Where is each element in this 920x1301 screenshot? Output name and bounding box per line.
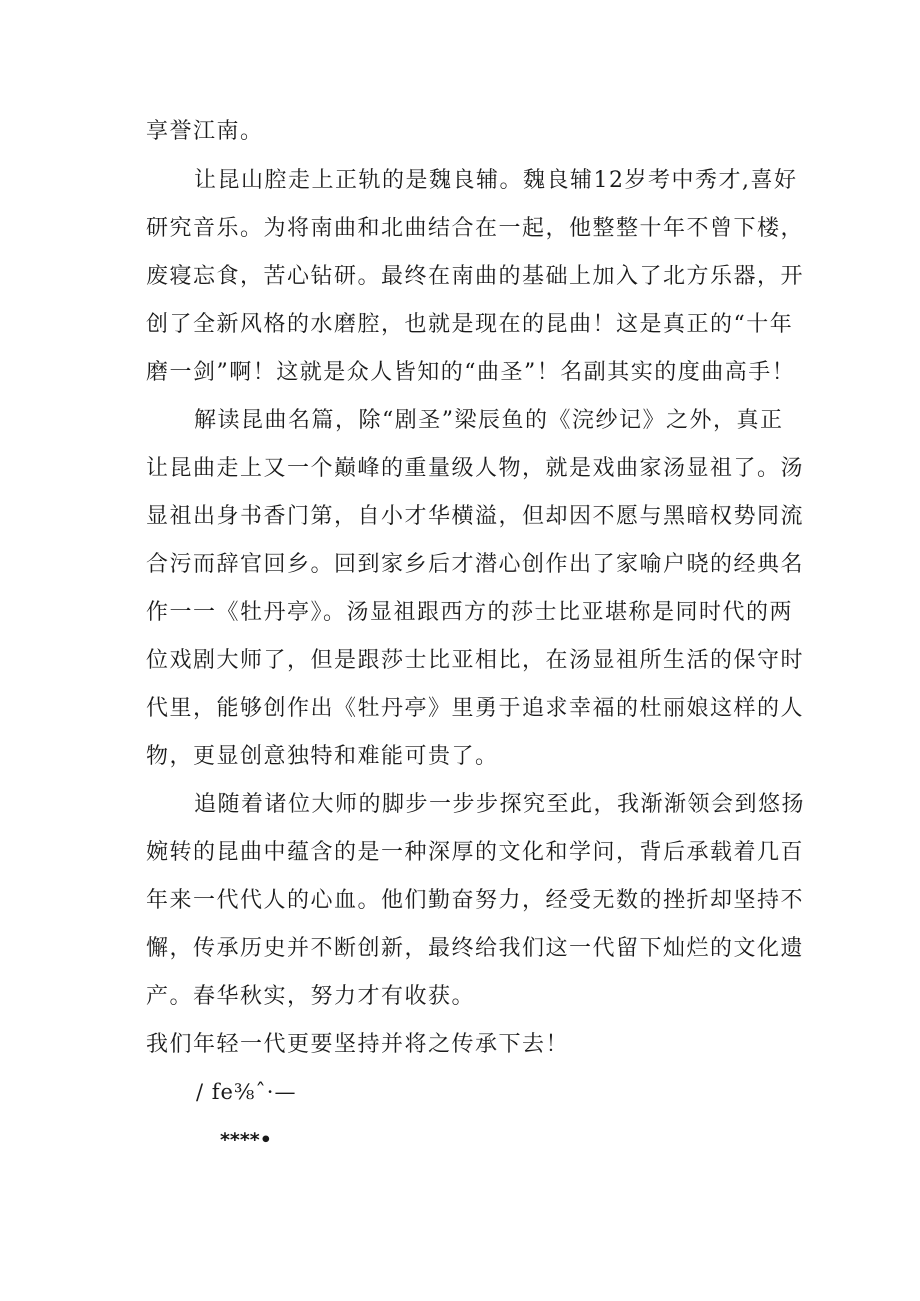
closing-line: 我们年轻一代更要坚持并将之传承下去！ [146, 1032, 570, 1057]
text-line: 作一一《牡丹亭》。汤显祖跟西方的莎士比亚堪称是同时代的两 [146, 600, 794, 625]
signature-mark: ****• [220, 1129, 272, 1151]
signature-scribble: / fe⅜ˆ·— [196, 1080, 297, 1104]
paragraph-start-line: 让昆山腔走上正轨的是魏良辅。魏良辅12岁考中秀才,喜好 [194, 168, 798, 193]
text-line: 产。春华秋实，努力才有收获。 [146, 984, 476, 1009]
text-line: 物，更显创意独特和难能可贵了。 [146, 744, 499, 769]
text-line: 合污而辞官回乡。回到家乡后才潜心创作出了家喻户晓的经典名 [146, 552, 805, 577]
text-line: 显祖出身书香门第，自小才华横溢，但却因不愿与黑暗权势同流 [146, 504, 805, 529]
text-line: 磨一剑”啊！这就是众人皆知的“曲圣”！名副其实的度曲高手！ [146, 360, 796, 385]
text-line: 年来一代代人的心血。他们勤奋努力，经受无数的挫折却坚持不 [146, 888, 805, 913]
text-line: 婉转的昆曲中蕴含的是一种深厚的文化和学问，背后承载着几百 [146, 840, 805, 865]
text-line: 位戏剧大师了，但是跟莎士比亚相比，在汤显祖所生活的保守时 [146, 648, 805, 673]
text-line: 创了全新风格的水磨腔，也就是现在的昆曲！这是真正的“十年 [146, 312, 794, 337]
text-line: 懈，传承历史并不断创新，最终给我们这一代留下灿烂的文化遗 [146, 936, 805, 961]
text-line: 享誉江南。 [146, 119, 264, 144]
text-line: 废寝忘食，苦心钻研。最终在南曲的基础上加入了北方乐器，开 [146, 264, 805, 289]
paragraph-start-line: 解读昆曲名篇，除“剧圣”梁辰鱼的《浣纱记》之外，真正 [194, 408, 784, 433]
text-line: 研究音乐。为将南曲和北曲结合在一起，他整整十年不曾下楼， [146, 216, 805, 241]
text-line: 代里，能够创作出《牡丹亭》里勇于追求幸福的杜丽娘这样的人 [146, 696, 805, 721]
text-line: 让昆曲走上又一个巅峰的重量级人物，就是戏曲家汤显祖了。汤 [146, 456, 805, 481]
paragraph-start-line: 追随着诸位大师的脚步一步步探究至此，我渐渐领会到悠扬 [194, 792, 806, 817]
